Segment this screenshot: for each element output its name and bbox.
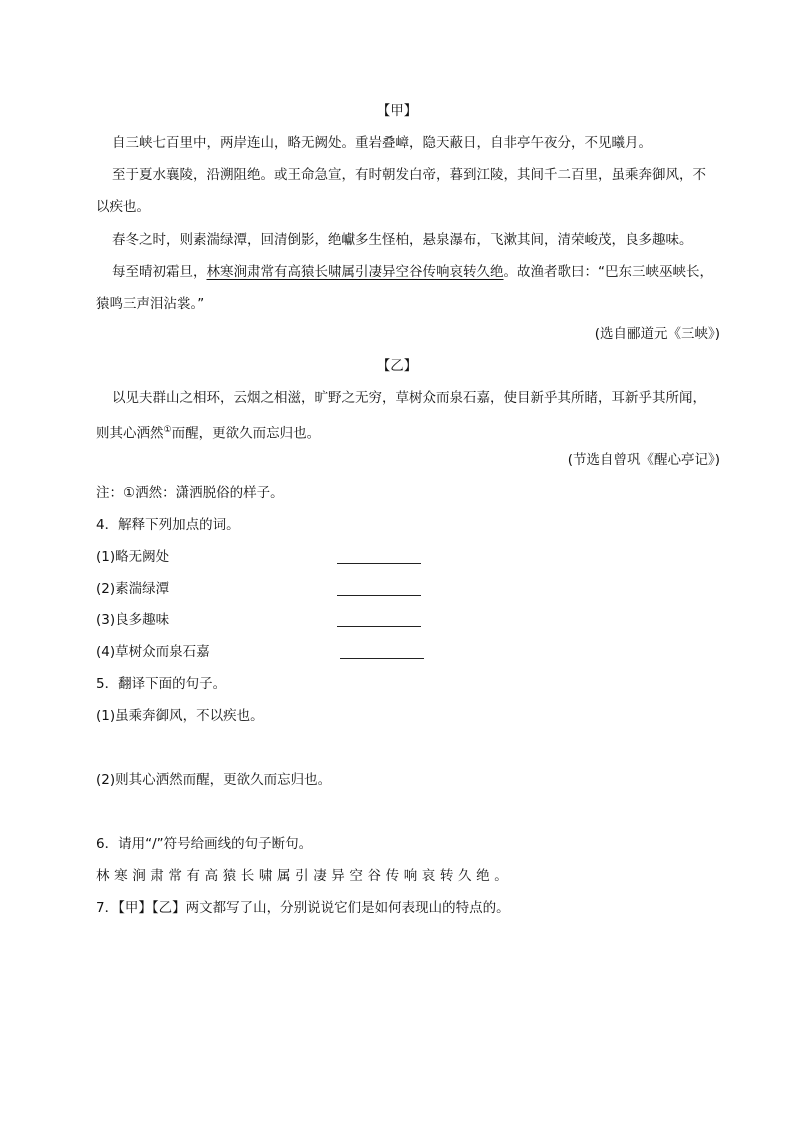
passage-a-paragraph-2-line-1: 至于夏水襄陵，沿溯阻绝。或王命急宣，有时朝发白帝，暮到江陵，其间千二百里，虽乘奔御风，不 xyxy=(112,167,706,183)
answer-blank-1[interactable] xyxy=(337,563,421,564)
passage-b-heading: 【乙】 xyxy=(376,358,418,374)
footnote-marker: ① xyxy=(163,425,172,435)
passage-b-source: (节选自曾巩《醒心亭记》) xyxy=(567,452,720,468)
p4-suffix: 。故渔者歌曰：“巴东三峡巫峡长， xyxy=(503,264,713,280)
question-4-title: 4．解释下列加点的词。 xyxy=(96,517,240,533)
question-4-item-2: (2)素湍绿潭 xyxy=(96,581,170,597)
question-5-sentence-1: (1)虽乘奔御风，不以疾也。 xyxy=(96,708,264,724)
passage-a-source: (选自郦道元《三峡》) xyxy=(594,326,720,342)
question-4-item-3: (3)良多趣味 xyxy=(96,612,170,628)
question-5-title: 5．翻译下面的句子。 xyxy=(96,676,227,692)
passage-b-line-2-a: 则其心洒然 xyxy=(96,425,164,442)
answer-blank-3[interactable] xyxy=(337,626,421,627)
underlined-sentence: 林寒涧肃常有高猿长啸属引凄异空谷传响哀转久绝 xyxy=(206,264,504,280)
passage-a-paragraph-3: 春冬之时，则素湍绿潭，回清倒影，绝巘多生怪柏，悬泉瀑布，飞漱其间，清荣峻茂，良多趣味。 xyxy=(112,232,693,248)
answer-blank-2[interactable] xyxy=(337,595,421,596)
passage-b-line-2-b: 而醒，更欲久而忘归也。 xyxy=(171,425,321,442)
footnote: 注：①洒然：潇洒脱俗的样子。 xyxy=(96,485,284,501)
p4-prefix: 每至晴初霜旦， xyxy=(112,264,207,280)
question-7-title: 7．【甲】【乙】两文都写了山，分别说说它们是如何表现山的特点的。 xyxy=(96,900,510,916)
passage-b-line-1: 以见夫群山之相环，云烟之相滋，旷野之无穷，草树众而泉石嘉，使目新乎其所睹，耳新乎其所闻， xyxy=(112,390,706,406)
passage-a-paragraph-4-line-2: 猿鸣三声泪沾裳。” xyxy=(96,296,205,312)
passage-a-paragraph-4-line-1 xyxy=(112,263,713,281)
question-4-item-4: (4)草树众而泉石嘉 xyxy=(96,644,210,660)
question-5-sentence-2: (2)则其心洒然而醒，更欲久而忘归也。 xyxy=(96,772,332,788)
passage-b-line-2 xyxy=(96,421,320,443)
passage-a-heading: 【甲】 xyxy=(376,103,418,119)
question-6-sentence: 林寒涧肃常有高猿长啸属引凄异空谷传响哀转久绝。 xyxy=(96,868,513,884)
passage-a-paragraph-2-line-2: 以疾也。 xyxy=(96,199,150,215)
question-4-item-1: (1)略无阙处 xyxy=(96,549,170,565)
passage-a-paragraph-1: 自三峡七百里中，两岸连山，略无阙处。重岩叠嶂，隐天蔽日，自非亭午夜分，不见曦月。 xyxy=(112,135,652,151)
question-6-title: 6．请用“/”符号给画线的句子断句。 xyxy=(96,836,313,852)
answer-blank-4[interactable] xyxy=(340,658,424,659)
